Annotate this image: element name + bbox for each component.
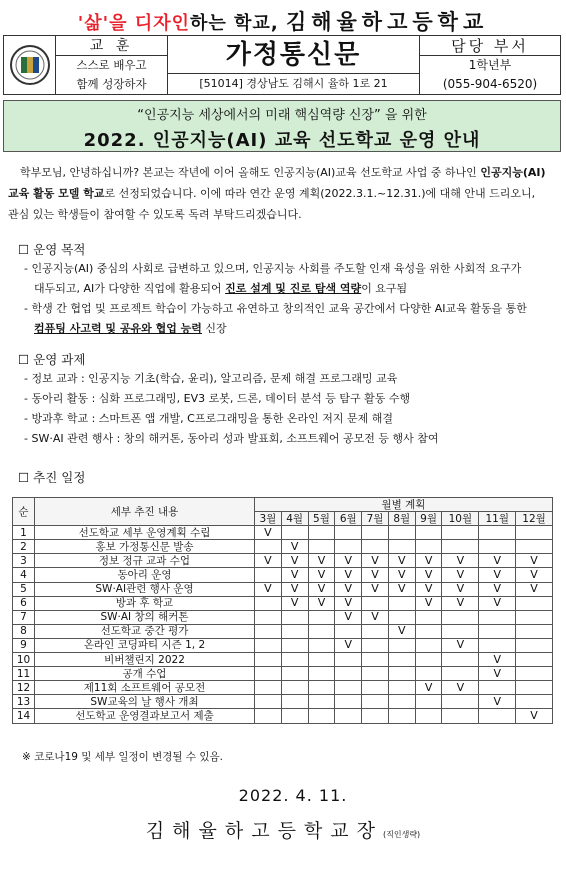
check-mark-cell: V bbox=[442, 568, 479, 582]
table-row bbox=[13, 568, 553, 582]
month-cell bbox=[255, 681, 282, 695]
check-mark-cell: V bbox=[281, 540, 308, 554]
month-cell bbox=[388, 596, 415, 610]
month-cell bbox=[479, 540, 516, 554]
row-number: 14 bbox=[13, 709, 35, 723]
month-header: 4월 bbox=[281, 512, 308, 526]
newsletter-title-block bbox=[168, 36, 420, 94]
motto-line-1: 스스로 배우고 bbox=[76, 58, 147, 72]
check-mark-cell: V bbox=[415, 554, 442, 568]
school-slogan bbox=[0, 6, 566, 36]
month-cell bbox=[281, 695, 308, 709]
row-item: 온라인 코딩파티 시즌 1, 2 bbox=[35, 638, 255, 652]
month-cell bbox=[308, 624, 335, 638]
month-header: 5월 bbox=[308, 512, 335, 526]
month-cell bbox=[362, 596, 389, 610]
month-cell bbox=[479, 709, 516, 723]
task-item: - 동아리 활동 : 심화 프로그래밍, EV3 로봇, 드론, 데이터 분석 등 탐구 활동 수행 bbox=[24, 392, 411, 405]
month-cell bbox=[281, 610, 308, 624]
month-cell bbox=[335, 653, 362, 667]
month-cell bbox=[255, 653, 282, 667]
month-cell bbox=[308, 653, 335, 667]
banner-title: 2022. 인공지능(AI) 교육 선도학교 운영 안내 bbox=[83, 130, 481, 151]
month-cell bbox=[255, 638, 282, 652]
task-item: - SW·AI 관련 행사 : 창의 해커톤, 동아리 성과 발표회, 소프트웨어 공모전 등 행사 참여 bbox=[24, 432, 439, 445]
tasks-heading: ☐ 운영 과제 bbox=[18, 352, 86, 367]
month-cell bbox=[516, 526, 553, 540]
check-mark-cell: V bbox=[335, 596, 362, 610]
check-mark-cell: V bbox=[362, 568, 389, 582]
month-cell bbox=[362, 540, 389, 554]
row-item: SW교육의 날 행사 개최 bbox=[35, 695, 255, 709]
slogan-middle: 하는 학교, bbox=[190, 13, 279, 34]
month-cell bbox=[516, 596, 553, 610]
motto-line-2: 함께 성장하자 bbox=[76, 77, 147, 91]
month-cell bbox=[442, 540, 479, 554]
purpose-item-2 bbox=[18, 299, 556, 339]
check-mark-cell: V bbox=[516, 582, 553, 596]
row-item: 공개 수업 bbox=[35, 667, 255, 681]
row-item: 홍보 가정통신문 발송 bbox=[35, 540, 255, 554]
check-mark-cell: V bbox=[335, 638, 362, 652]
month-header: 3월 bbox=[255, 512, 282, 526]
month-cell bbox=[362, 624, 389, 638]
month-cell bbox=[335, 526, 362, 540]
check-mark-cell: V bbox=[479, 695, 516, 709]
check-mark-cell: V bbox=[479, 582, 516, 596]
schedule-table bbox=[12, 497, 553, 724]
month-cell bbox=[281, 709, 308, 723]
month-cell bbox=[415, 610, 442, 624]
table-row bbox=[13, 638, 553, 652]
month-cell bbox=[516, 681, 553, 695]
check-mark-cell: V bbox=[479, 653, 516, 667]
month-cell bbox=[281, 624, 308, 638]
check-mark-cell: V bbox=[479, 568, 516, 582]
month-header: 8월 bbox=[388, 512, 415, 526]
school-address: [51014] 경상남도 김해시 율하 1로 21 bbox=[199, 77, 388, 90]
row-number: 9 bbox=[13, 638, 35, 652]
month-cell bbox=[281, 526, 308, 540]
department-block bbox=[420, 36, 560, 94]
check-mark-cell: V bbox=[415, 582, 442, 596]
month-cell bbox=[388, 695, 415, 709]
purpose-1-tail: 이 요구됨 bbox=[361, 282, 408, 295]
month-cell bbox=[415, 624, 442, 638]
check-mark-cell: V bbox=[362, 554, 389, 568]
seal-note: (직인생략) bbox=[383, 830, 421, 839]
check-mark-cell: V bbox=[255, 526, 282, 540]
col-header-no: 순 bbox=[13, 498, 35, 526]
month-cell bbox=[308, 709, 335, 723]
month-cell bbox=[255, 709, 282, 723]
month-cell bbox=[516, 638, 553, 652]
check-mark-cell: V bbox=[442, 681, 479, 695]
month-cell bbox=[479, 624, 516, 638]
check-mark-cell: V bbox=[335, 610, 362, 624]
check-mark-cell: V bbox=[335, 554, 362, 568]
month-cell bbox=[442, 653, 479, 667]
department-name: 1학년부 bbox=[468, 58, 512, 72]
row-number: 8 bbox=[13, 624, 35, 638]
month-cell bbox=[415, 667, 442, 681]
check-mark-cell: V bbox=[479, 596, 516, 610]
row-item: 방과 후 학교 bbox=[35, 596, 255, 610]
month-cell bbox=[442, 624, 479, 638]
month-cell bbox=[388, 610, 415, 624]
schedule-heading: ☐ 추진 일정 bbox=[18, 470, 86, 485]
check-mark-cell: V bbox=[281, 554, 308, 568]
month-cell bbox=[442, 709, 479, 723]
banner-subtitle: “인공지능 세상에서의 미래 핵심역량 신장” 을 위한 bbox=[137, 108, 427, 123]
month-cell bbox=[516, 610, 553, 624]
purpose-2-tail: 신장 bbox=[201, 322, 227, 335]
row-item: 비버챌린지 2022 bbox=[35, 653, 255, 667]
month-cell bbox=[308, 695, 335, 709]
check-mark-cell: V bbox=[255, 554, 282, 568]
table-row bbox=[13, 681, 553, 695]
table-row bbox=[13, 582, 553, 596]
letter-header bbox=[3, 35, 561, 95]
check-mark-cell: V bbox=[362, 582, 389, 596]
month-cell bbox=[362, 667, 389, 681]
school-motto bbox=[56, 36, 168, 94]
month-cell bbox=[415, 638, 442, 652]
month-cell bbox=[442, 526, 479, 540]
month-cell bbox=[255, 695, 282, 709]
month-header: 9월 bbox=[415, 512, 442, 526]
task-item: - 방과후 학교 : 스마트폰 앱 개발, C프로그래밍을 통한 온라인 저지 문제 해결 bbox=[24, 412, 393, 425]
table-row bbox=[13, 624, 553, 638]
month-cell bbox=[415, 709, 442, 723]
row-item: 선도학교 세부 운영계획 수립 bbox=[35, 526, 255, 540]
newsletter-title: 가정통신문 bbox=[168, 36, 419, 74]
intro-text-1: 학부모님, 안녕하십니까? 본교는 작년에 이어 올해도 인공지능(AI)교육 선도학교 사업 중 하나인 bbox=[20, 166, 477, 179]
month-cell bbox=[255, 610, 282, 624]
month-cell bbox=[308, 681, 335, 695]
check-mark-cell: V bbox=[308, 596, 335, 610]
tasks-list bbox=[18, 369, 556, 449]
month-cell bbox=[281, 653, 308, 667]
month-cell bbox=[388, 681, 415, 695]
month-cell bbox=[281, 667, 308, 681]
month-cell bbox=[388, 667, 415, 681]
month-cell bbox=[388, 709, 415, 723]
row-item: 동아리 운영 bbox=[35, 568, 255, 582]
month-cell bbox=[442, 695, 479, 709]
month-cell bbox=[308, 540, 335, 554]
table-row bbox=[13, 540, 553, 554]
check-mark-cell: V bbox=[479, 554, 516, 568]
month-cell bbox=[415, 695, 442, 709]
month-cell bbox=[516, 540, 553, 554]
month-header: 10월 bbox=[442, 512, 479, 526]
table-row bbox=[13, 667, 553, 681]
check-mark-cell: V bbox=[442, 582, 479, 596]
month-cell bbox=[362, 526, 389, 540]
check-mark-cell: V bbox=[308, 582, 335, 596]
month-cell bbox=[335, 667, 362, 681]
check-mark-cell: V bbox=[308, 554, 335, 568]
month-cell bbox=[335, 709, 362, 723]
month-cell bbox=[479, 681, 516, 695]
check-mark-cell: V bbox=[308, 568, 335, 582]
check-mark-cell: V bbox=[479, 667, 516, 681]
month-cell bbox=[388, 540, 415, 554]
month-cell bbox=[415, 653, 442, 667]
check-mark-cell: V bbox=[255, 582, 282, 596]
check-mark-cell: V bbox=[442, 596, 479, 610]
row-item: SW·AI 창의 해커톤 bbox=[35, 610, 255, 624]
month-cell bbox=[255, 667, 282, 681]
month-cell bbox=[362, 653, 389, 667]
row-item: 정보 정규 교과 수업 bbox=[35, 554, 255, 568]
month-cell bbox=[255, 540, 282, 554]
check-mark-cell: V bbox=[388, 554, 415, 568]
month-cell bbox=[308, 526, 335, 540]
purpose-heading: ☐ 운영 목적 bbox=[18, 242, 86, 257]
check-mark-cell: V bbox=[415, 568, 442, 582]
month-cell bbox=[255, 596, 282, 610]
check-mark-cell: V bbox=[281, 596, 308, 610]
month-cell bbox=[479, 638, 516, 652]
intro-text-2: 로 선정되었습니다. 이에 따라 연간 운영 계획(2022.3.1.~12.31.)에 대해 안내 드리오니, 관심 있는 학생들이 참여할 수 있도록 독려 부탁드리겠습니다. bbox=[8, 187, 536, 221]
month-cell bbox=[442, 667, 479, 681]
table-row bbox=[13, 596, 553, 610]
purpose-2-emphasis: 컴퓨팅 사고력 및 공유와 협업 능력 bbox=[34, 322, 202, 335]
month-cell bbox=[308, 667, 335, 681]
school-name: 김해율하고등학교 bbox=[285, 10, 489, 34]
purpose-2-text: - 학생 간 협업 및 프로젝트 학습이 가능하고 유연하고 창의적인 교육 공간에서 다양한 AI교육 활동을 통한 bbox=[24, 302, 527, 315]
check-mark-cell: V bbox=[335, 582, 362, 596]
purpose-1-emphasis: 진로 설계 및 진로 탐색 역량 bbox=[225, 282, 362, 295]
month-cell bbox=[362, 695, 389, 709]
check-mark-cell: V bbox=[281, 582, 308, 596]
month-header: 12월 bbox=[516, 512, 553, 526]
principal-signature bbox=[0, 816, 566, 843]
intro-bold: 인공지능(AI)교육 활동 모델 학교 bbox=[8, 166, 546, 200]
intro-paragraph bbox=[8, 162, 558, 225]
month-cell bbox=[362, 638, 389, 652]
month-cell bbox=[479, 526, 516, 540]
month-header: 11월 bbox=[479, 512, 516, 526]
row-item: 선도학교 중간 평가 bbox=[35, 624, 255, 638]
row-number: 12 bbox=[13, 681, 35, 695]
task-item: - 정보 교과 : 인공지능 기초(학습, 윤리), 알고리즘, 문제 해결 프로그래밍 교육 bbox=[24, 372, 398, 385]
row-item: SW·AI관련 행사 운영 bbox=[35, 582, 255, 596]
check-mark-cell: V bbox=[516, 554, 553, 568]
month-cell bbox=[308, 610, 335, 624]
month-cell bbox=[335, 624, 362, 638]
row-number: 2 bbox=[13, 540, 35, 554]
table-row bbox=[13, 695, 553, 709]
month-cell bbox=[388, 653, 415, 667]
row-number: 13 bbox=[13, 695, 35, 709]
check-mark-cell: V bbox=[362, 610, 389, 624]
table-row bbox=[13, 610, 553, 624]
month-cell bbox=[335, 695, 362, 709]
check-mark-cell: V bbox=[516, 709, 553, 723]
month-cell bbox=[362, 709, 389, 723]
department-phone: (055-904-6520) bbox=[442, 77, 538, 91]
check-mark-cell: V bbox=[388, 582, 415, 596]
month-cell bbox=[516, 624, 553, 638]
row-item: 선도학교 운영결과보고서 제출 bbox=[35, 709, 255, 723]
row-number: 3 bbox=[13, 554, 35, 568]
month-cell bbox=[281, 681, 308, 695]
month-cell bbox=[415, 526, 442, 540]
month-cell bbox=[442, 610, 479, 624]
month-cell bbox=[388, 638, 415, 652]
schedule-note: ※ 코로나19 및 세부 일정이 변경될 수 있음. bbox=[22, 751, 224, 763]
issue-date: 2022. 4. 11. bbox=[238, 786, 348, 805]
month-cell bbox=[415, 540, 442, 554]
check-mark-cell: V bbox=[415, 681, 442, 695]
principal-title: 김해율하고등학교장 bbox=[145, 820, 384, 842]
table-row bbox=[13, 709, 553, 723]
department-title: 담당 부서 bbox=[420, 36, 560, 56]
purpose-item-1 bbox=[18, 259, 556, 299]
title-banner bbox=[3, 100, 561, 152]
table-row bbox=[13, 653, 553, 667]
check-mark-cell: V bbox=[388, 624, 415, 638]
month-cell bbox=[255, 568, 282, 582]
row-number: 6 bbox=[13, 596, 35, 610]
check-mark-cell: V bbox=[442, 638, 479, 652]
month-cell bbox=[516, 695, 553, 709]
month-cell bbox=[479, 610, 516, 624]
table-row bbox=[13, 526, 553, 540]
check-mark-cell: V bbox=[335, 568, 362, 582]
school-emblem-icon bbox=[9, 44, 51, 86]
month-cell bbox=[516, 667, 553, 681]
month-header: 6월 bbox=[335, 512, 362, 526]
table-row bbox=[13, 554, 553, 568]
check-mark-cell: V bbox=[388, 568, 415, 582]
row-number: 5 bbox=[13, 582, 35, 596]
row-item: 제11회 소프트웨어 공모전 bbox=[35, 681, 255, 695]
month-cell bbox=[335, 681, 362, 695]
purpose-1-text: - 인공지능(AI) 중심의 사회로 급변하고 있으며, 인공지능 사회를 주도할 인재 육성을 위한 사회적 요구가 대두되고, AI가 다양한 직업에 활용되어 bbox=[24, 262, 522, 295]
check-mark-cell: V bbox=[415, 596, 442, 610]
school-logo bbox=[4, 36, 56, 94]
motto-title: 교 훈 bbox=[56, 36, 167, 56]
purpose-list bbox=[18, 259, 556, 339]
month-header: 7월 bbox=[362, 512, 389, 526]
month-cell bbox=[255, 624, 282, 638]
col-header-item: 세부 추진 내용 bbox=[35, 498, 255, 526]
month-cell bbox=[308, 638, 335, 652]
col-header-month: 월별 계획 bbox=[255, 498, 553, 512]
month-cell bbox=[281, 638, 308, 652]
check-mark-cell: V bbox=[281, 568, 308, 582]
month-cell bbox=[362, 681, 389, 695]
row-number: 7 bbox=[13, 610, 35, 624]
row-number: 10 bbox=[13, 653, 35, 667]
row-number: 4 bbox=[13, 568, 35, 582]
month-cell bbox=[516, 653, 553, 667]
check-mark-cell: V bbox=[442, 554, 479, 568]
check-mark-cell: V bbox=[516, 568, 553, 582]
row-number: 1 bbox=[13, 526, 35, 540]
month-cell bbox=[388, 526, 415, 540]
slogan-highlight: '삶'을 디자인 bbox=[77, 13, 190, 34]
month-cell bbox=[335, 540, 362, 554]
row-number: 11 bbox=[13, 667, 35, 681]
